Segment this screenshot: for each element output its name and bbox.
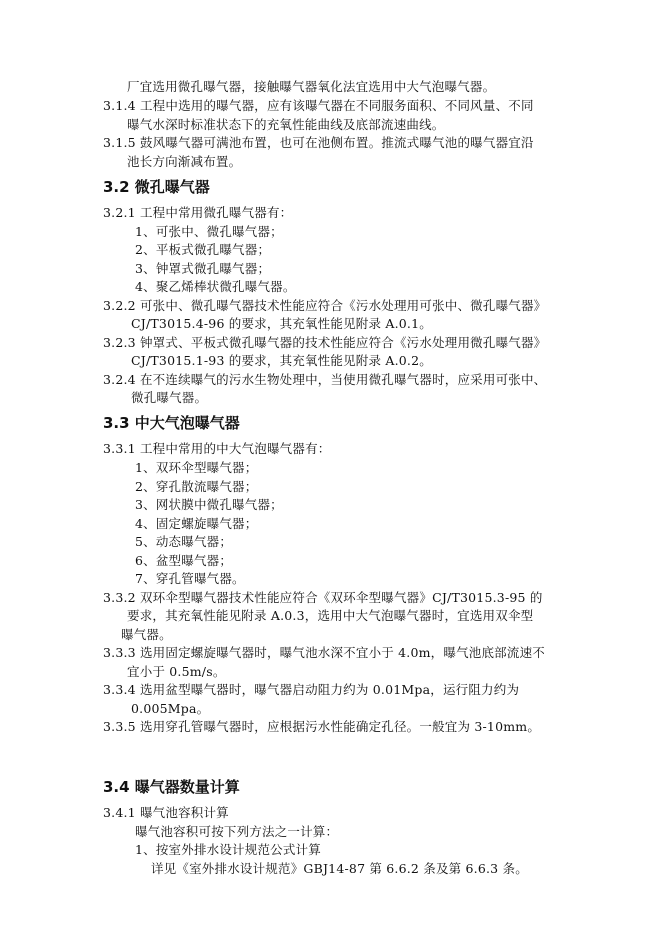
clause-3-2-2: 3.2.2 可张中、微孔曝气器技术性能应符合《污水处理用可张中、微孔曝气器》 (103, 298, 547, 313)
list-item: 4、固定螺旋曝气器； (135, 516, 258, 531)
text-line: 曝气池容积可按下列方法之一计算： (135, 824, 339, 839)
list-item: 7、穿孔管曝气器。 (135, 571, 245, 586)
list-item: 5、动态曝气器； (135, 534, 233, 549)
text-line: 厂宜选用微孔曝气器，接触曝气器氧化法宜选用中大气泡曝气器。 (127, 79, 496, 94)
list-item: 3、网状膜中微孔曝气器； (135, 497, 283, 512)
text-line: 微孔曝气器。 (131, 390, 208, 405)
text-line: 池长方向渐减布置。 (127, 154, 242, 169)
clause-3-3-2: 3.3.2 双环伞型曝气器技术性能应符合《双环伞型曝气器》CJ/T3015.3-95 的 (103, 590, 543, 605)
clause-3-1-5: 3.1.5 鼓风曝气器可满池布置，也可在池侧布置。推流式曝气池的曝气器宜沿 (103, 135, 534, 150)
clause-3-3-1: 3.3.1 工程中常用的中大气泡曝气器有： (103, 441, 331, 456)
list-item: 6、盆型曝气器； (135, 553, 233, 568)
text-line: 要求，其充氧性能见附录 A.0.3，选用中大气泡曝气器时，宜选用双伞型 (127, 608, 534, 623)
text-line: 曝气水深时标准状态下的充氧性能曲线及底部流速曲线。 (127, 117, 445, 132)
list-item: 3、钟罩式微孔曝气器； (135, 261, 271, 276)
section-heading-3-2: 3.2 微孔曝气器 (103, 178, 210, 196)
list-item: 1、可张中、微孔曝气器； (135, 224, 283, 239)
list-item: 1、按室外排水设计规范公式计算 (135, 842, 321, 857)
text-line: 宜小于 0.5m/s。 (127, 664, 226, 679)
clause-3-3-4: 3.3.4 选用盆型曝气器时，曝气器启动阻力约为 0.01Mpa，运行阻力约为 (103, 682, 520, 697)
clause-3-4-1: 3.4.1 曝气池容积计算 (103, 805, 229, 820)
text-line: 曝气器。 (121, 627, 172, 642)
clause-3-3-5: 3.3.5 选用穿孔管曝气器时，应根据污水性能确定孔径。一般宜为 3-10mm。 (103, 719, 541, 734)
list-item: 4、聚乙烯棒状微孔曝气器。 (135, 279, 296, 294)
clause-3-1-4: 3.1.4 工程中选用的曝气器，应有该曝气器在不同服务面积、不同风量、不同 (103, 98, 534, 113)
clause-3-2-4: 3.2.4 在不连续曝气的污水生物处理中，当使用微孔曝气器时，应采用可张中、 (103, 372, 547, 387)
text-line: CJ/T3015.4-96 的要求，其充氧性能见附录 A.0.1。 (131, 316, 432, 331)
clause-3-3-3: 3.3.3 选用固定螺旋曝气器时，曝气池水深不宜小于 4.0m，曝气池底部流速不 (103, 645, 545, 660)
clause-3-2-1: 3.2.1 工程中常用微孔曝气器有： (103, 205, 293, 220)
clause-3-2-3: 3.2.3 钟罩式、平板式微孔曝气器的技术性能应符合《污水处理用微孔曝气器》 (103, 335, 547, 350)
list-item: 2、平板式微孔曝气器； (135, 242, 271, 257)
section-heading-3-4: 3.4 曝气器数量计算 (103, 778, 240, 796)
text-line: CJ/T3015.1-93 的要求，其充氧性能见附录 A.0.2。 (131, 353, 432, 368)
text-line: 详见《室外排水设计规范》GBJ14-87 第 6.6.2 条及第 6.6.3 条。 (151, 861, 528, 876)
text-line: 0.005Mpa。 (131, 701, 210, 716)
list-item: 1、双环伞型曝气器； (135, 460, 258, 475)
section-heading-3-3: 3.3 中大气泡曝气器 (103, 414, 240, 432)
list-item: 2、穿孔散流曝气器； (135, 479, 258, 494)
